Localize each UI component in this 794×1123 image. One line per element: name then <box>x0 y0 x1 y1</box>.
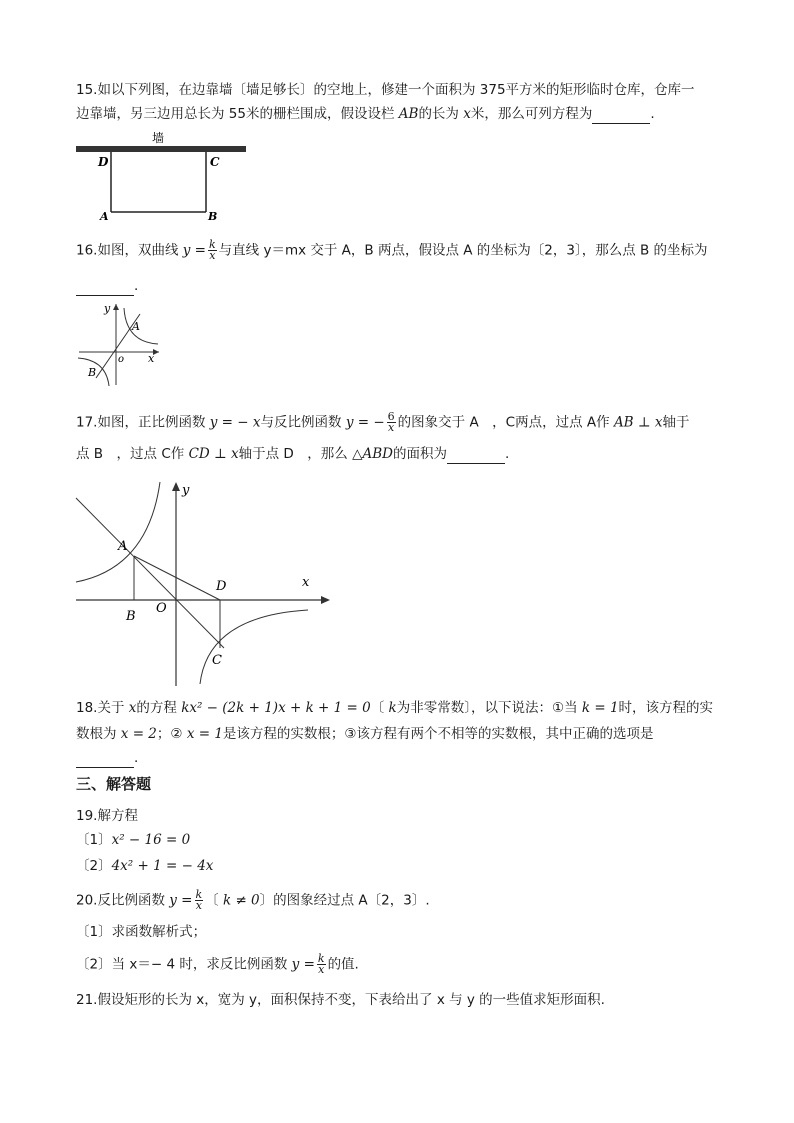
q17-line2: 点 B ，过点 C作 CD ⊥ x轴于点 D ，那么 △ABD的面积为 . <box>76 446 510 462</box>
q17-figure <box>72 476 334 688</box>
y-axis-label: y <box>104 302 111 315</box>
label-B: B <box>126 609 136 624</box>
label-A: A <box>118 539 128 554</box>
wall-bar <box>76 146 246 152</box>
label-D: D <box>98 155 109 169</box>
label-A: A <box>100 210 109 223</box>
q15-figure <box>74 128 250 224</box>
label-C: C <box>210 155 220 169</box>
q17-line1: 17.如图，正比例函数 y = − x与反比例函数 y = − $\frac{6}{x}$ 的图象交于 A ，C两点，过点 A作 AB ⊥ x轴于 <box>76 410 690 434</box>
label-A: A <box>132 320 140 333</box>
answer-blank-17[interactable] <box>447 449 505 464</box>
y-axis-label: y <box>182 483 190 498</box>
q20-part2: 〔2〕当 x＝− 4 时，求反比例函数 y = $\frac{k}{x}$ 的值. <box>76 952 359 976</box>
fraction-k-over-x: $\frac{k}{x}$ <box>195 888 203 912</box>
q21-text: 21.假设矩形的长为 x，宽为 y，面积保持不变，下表给出了 x 与 y 的一些值求矩形面积. <box>76 992 605 1008</box>
label-C: C <box>212 653 222 668</box>
label-D: D <box>216 579 227 594</box>
fraction-6-over-x: $\frac{6}{x}$ <box>387 410 395 434</box>
label-B: B <box>208 210 218 223</box>
fraction-k-over-x: $\frac{k}{x}$ <box>209 238 216 262</box>
label-O: O <box>156 601 167 616</box>
q19-title: 19.解方程 <box>76 808 138 824</box>
answer-blank-15[interactable] <box>592 109 650 124</box>
q20-part1: 〔1〕求函数解析式； <box>76 924 207 940</box>
q16-figure <box>74 300 164 388</box>
q20-line1: 20.反比例函数 y = $\frac{k}{x}$ 〔 k ≠ 0〕的图象经过点 A〔2，3〕. <box>76 888 430 912</box>
section-heading: 三、解答题 <box>76 775 152 793</box>
wall-label: 墙 <box>152 131 165 145</box>
q18-line2: 数根为 x = 2；② x = 1是该方程的实数根；③该方程有两个不相等的实数根，其中正确的选项是 <box>76 726 654 742</box>
q18-line1: 18.关于 x的方程 kx² − (2k + 1)x + k + 1 = 0〔 k为非零常数〕，以下说法：①当 k = 1时，该方程的实 <box>76 700 714 716</box>
x-axis-label: x <box>302 575 310 590</box>
q16-line1: 16.如图，双曲线 y = $\frac{k}{x}$ 与直线 y＝mx 交于 A，B 两点，假设点 A 的坐标为〔2，3〕，那么点 B 的坐标为 <box>76 238 708 262</box>
fraction-k-over-x: $\frac{k}{x}$ <box>317 952 325 976</box>
q18-line3: . <box>76 748 138 768</box>
q19-part1: 〔1〕x² − 16 = 0 <box>76 832 191 848</box>
label-B: B <box>88 366 97 379</box>
q19-part2: 〔2〕4x² + 1 = − 4x <box>76 858 214 874</box>
answer-blank-16[interactable] <box>76 281 134 296</box>
q16-line2: . <box>76 276 138 296</box>
origin-label: o <box>118 354 125 365</box>
answer-blank-18[interactable] <box>76 753 134 768</box>
q15-line2: 边靠墙，另三边用总长为 55米的栅栏围成，假设设栏 AB的长为 x米，那么可列方程为 . <box>76 106 655 122</box>
x-axis-label: x <box>148 352 155 365</box>
q15-line1: 15.如以下列图，在边靠墙〔墙足够长〕的空地上，修建一个面积为 375平方米的矩形临时仓库，仓库一 <box>76 82 695 98</box>
